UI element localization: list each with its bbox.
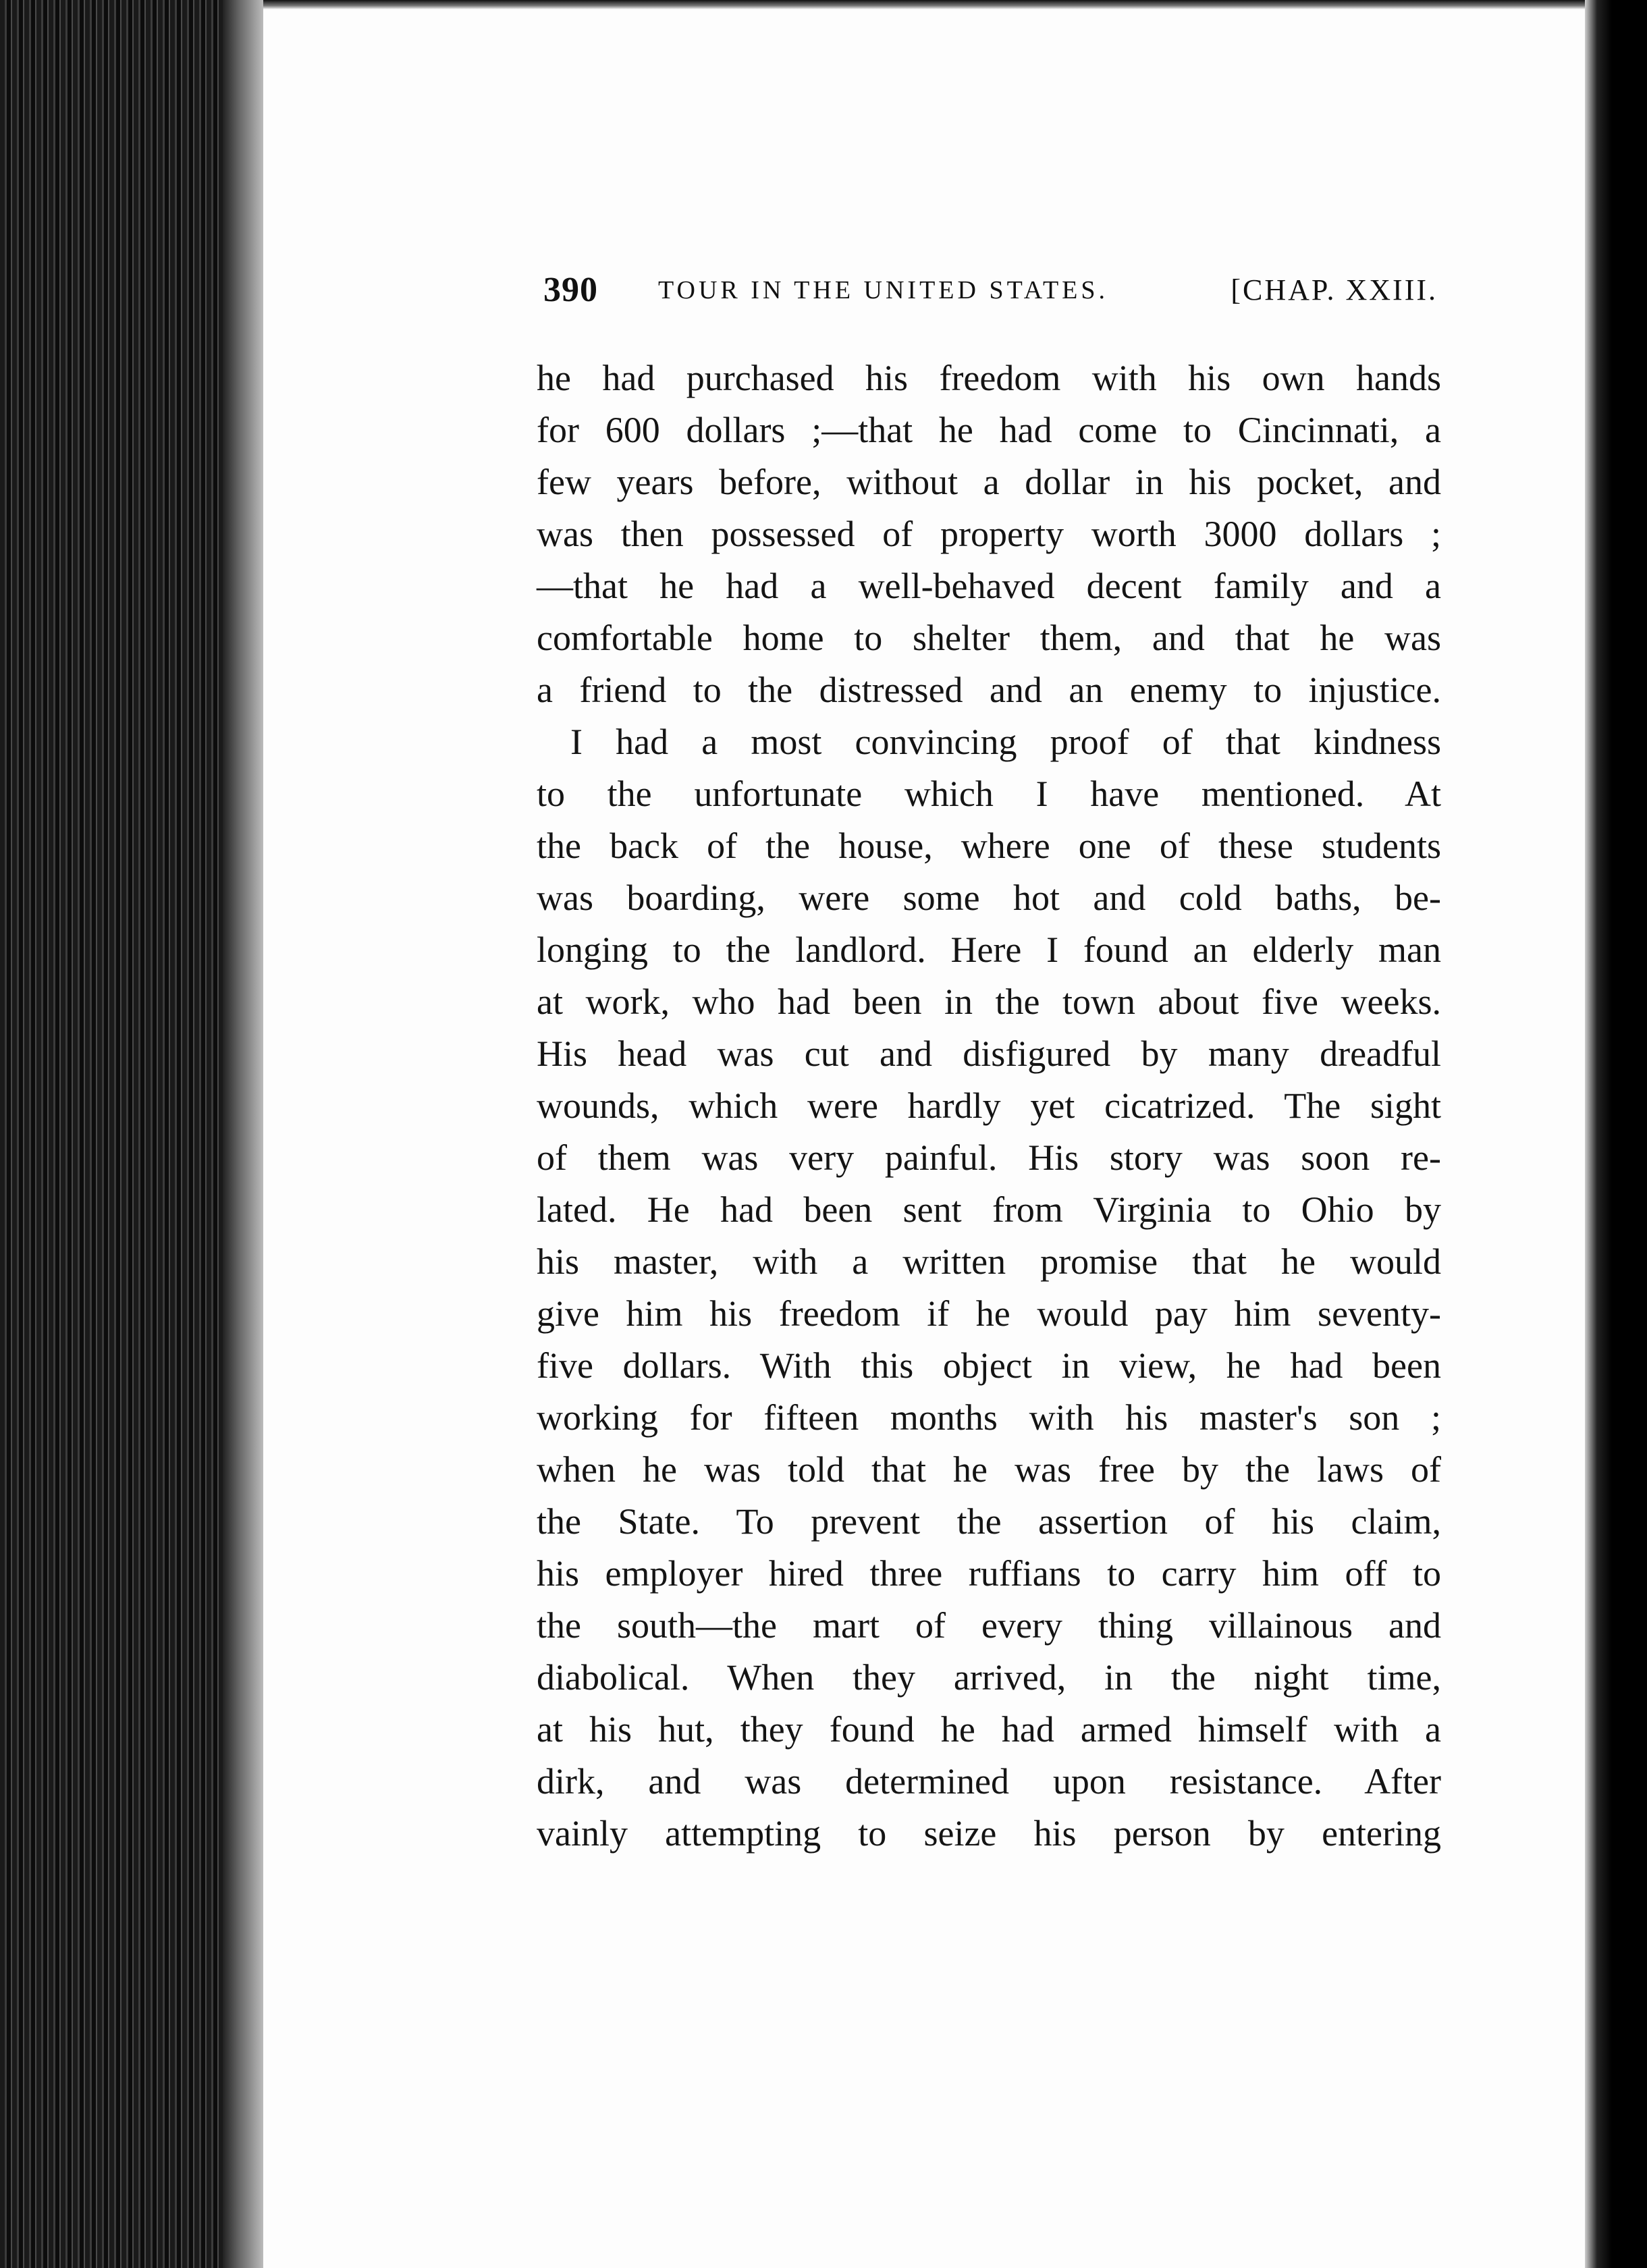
text-line: at work, who had been in the town about five weeks. [537,981,1441,1022]
right-margin-strip [1585,0,1647,2268]
text-line: vainly attempting to seize his person by entering [537,1813,1441,1854]
text-line: the back of the house, where one of these students [537,826,1441,866]
text-line: a friend to the distressed and an enemy to injustice. [537,670,1441,710]
chapter-label: [CHAP. XXIII. [1231,273,1438,306]
text-line: dirk, and was determined upon resistance. After [537,1761,1441,1802]
text-line: when he was told that he was free by the laws of [537,1449,1441,1490]
body-text [537,352,1441,1860]
text-line: working for fifteen months with his master's son ; [537,1397,1441,1438]
page-top-shadow [263,0,1585,9]
text-line: of them was very painful. His story was soon re- [537,1137,1441,1178]
text-line: to the unfortunate which I have mentioned. At [537,774,1441,814]
text-line: the south—the mart of every thing villainous and [537,1605,1441,1646]
text-line: for 600 dollars ;—that he had come to Cincinnati, a [537,410,1441,450]
text-line: the State. To prevent the assertion of his claim, [537,1501,1441,1542]
text-line: —that he had a well-behaved decent family and a [537,566,1441,606]
text-line: was then possessed of property worth 3000 dollars ; [537,514,1441,554]
text-line: lated. He had been sent from Virginia to Ohio by [537,1189,1441,1230]
running-title: TOUR IN THE UNITED STATES. [658,276,1109,304]
text-line: few years before, without a dollar in his pocket, and [537,462,1441,502]
text-line: wounds, which were hardly yet cicatrized. The sight [537,1085,1441,1126]
book-binding-edge [0,0,263,2268]
text-line: comfortable home to shelter them, and that he was [537,618,1441,658]
text-line: at his hut, they found he had armed himself with a [537,1709,1441,1750]
text-line: was boarding, were some hot and cold baths, be- [537,878,1441,918]
running-head [543,270,1438,317]
text-line: diabolical. When they arrived, in the night time, [537,1657,1441,1698]
paragraph-start-line: I had a most convincing proof of that kindness [570,722,1441,762]
text-line: His head was cut and disfigured by many dreadful [537,1033,1441,1074]
text-line: his employer hired three ruffians to carry him off to [537,1553,1441,1594]
text-line: give him his freedom if he would pay him seventy- [537,1293,1441,1334]
text-line: longing to the landlord. Here I found an elderly man [537,929,1441,970]
text-line: five dollars. With this object in view, he had been [537,1345,1441,1386]
page-number: 390 [543,271,598,309]
text-line: he had purchased his freedom with his own hands [537,358,1441,398]
text-line: his master, with a written promise that he would [537,1241,1441,1282]
